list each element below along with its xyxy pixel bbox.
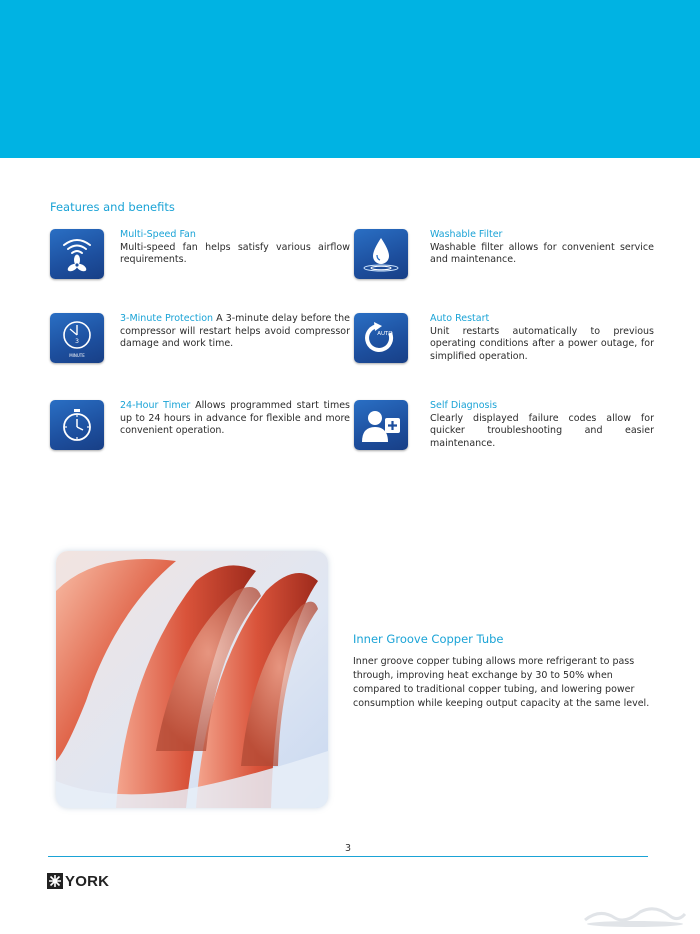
header-banner [0,0,700,158]
auto-label: AUTO [377,331,393,337]
copper-tube-title: Inner Groove Copper Tube [353,632,504,646]
feature-title: 3-Minute Protection [120,313,214,324]
feature-title: 24-Hour Timer [120,400,191,411]
user-diagnosis-icon [354,400,408,450]
feature-description: Unit restarts automatically to previous operating conditions after a power outage, for simplified operation. [430,325,654,362]
york-logo [47,872,109,890]
feature-description: A 3-minute delay before the compressor will restart helps avoid compressor damage and work time. [120,313,350,349]
feature-description: Multi-speed fan helps satisfy various airflow requirements. [120,241,350,265]
york-snowflake-icon [47,873,63,889]
feature-title: Washable Filter [430,229,503,240]
feature-description: Washable filter allows for convenient service and maintenance. [430,241,654,265]
timer-3-minutes-icon [50,313,104,363]
copper-tube-photo [56,551,328,808]
timer-number: 3 [75,338,79,345]
feature-description: Clearly displayed failure codes allow for quicker troubleshooting and easier maintenance. [430,412,654,449]
copper-tube-description: Inner groove copper tubing allows more refrigerant to pass through, improving heat exchange by 30 to 50% when compared to traditional copper tubing, and lowering power consumption while keeping output capacity at the same level. [353,656,650,709]
fan-speed-icon [50,229,104,279]
feature-title: Auto Restart [430,313,490,324]
watermark-icon [580,898,690,930]
feature-description: Allows programmed start times up to 24 hours in advance for flexible and more convenient operation. [120,400,350,436]
feature-title: Self Diagnosis [430,400,498,411]
feature-title: Multi-Speed Fan [120,229,196,240]
auto-restart-icon [354,313,408,363]
clock-icon [50,400,104,450]
page-number: 3 [345,843,352,854]
brand-name: YORK [65,872,110,890]
timer-label: MINUTE [69,353,85,358]
section-title: Features and benefits [50,200,175,214]
footer-divider [48,856,648,857]
water-drop-icon [354,229,408,279]
